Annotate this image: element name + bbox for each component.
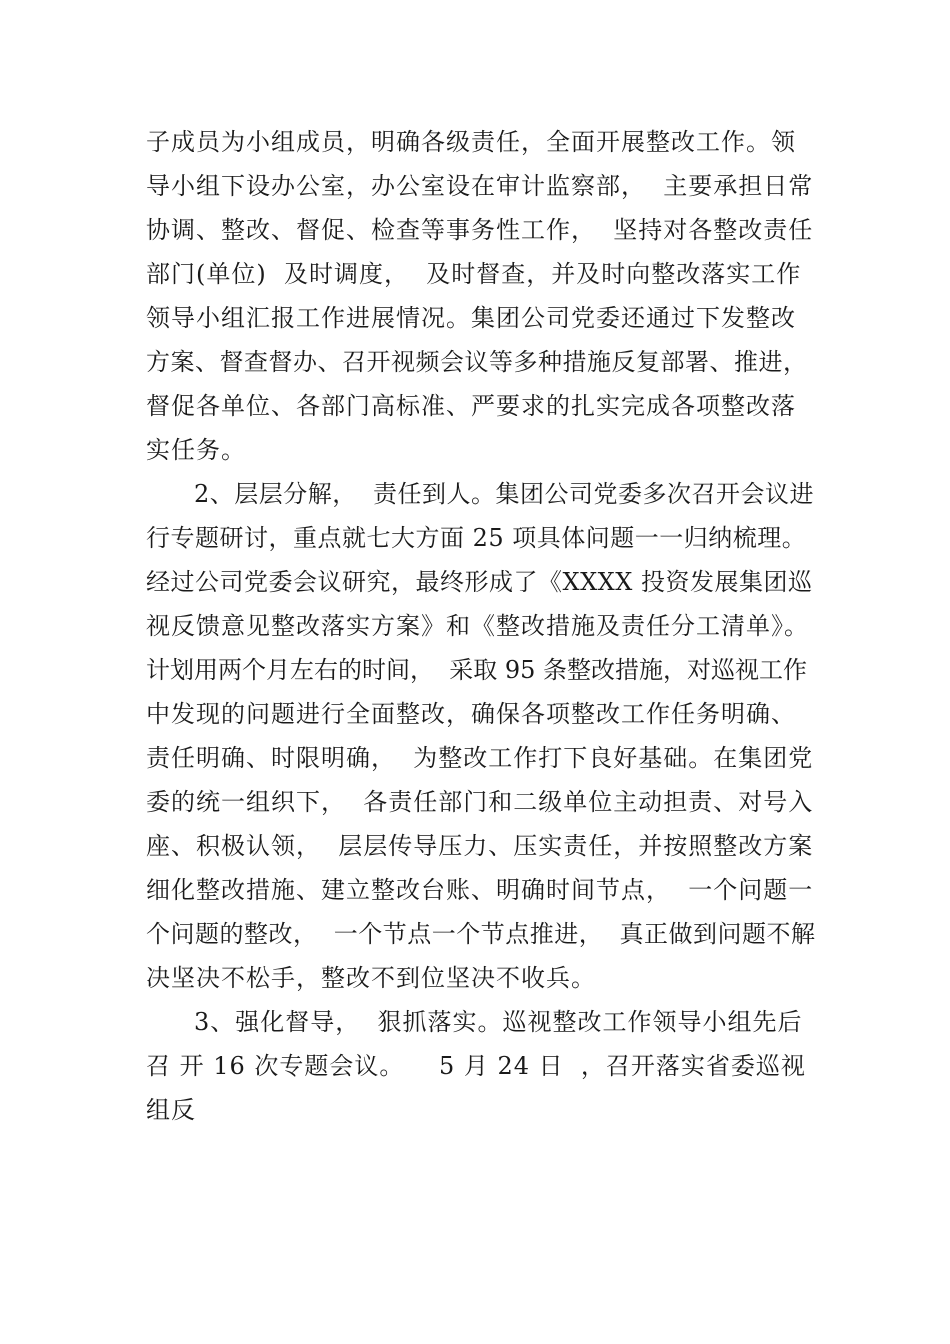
text-line: 部门(单位) 及时调度， 及时督查，并及时向整改落实工作	[146, 260, 802, 288]
text-line: 子成员为小组成员，明确各级责任，全面开展整改工作。领	[146, 128, 796, 156]
text-line: 督促各单位、各部门高标准、严要求的扎实完成各项整改落	[146, 392, 796, 420]
text-line: 领导小组汇报工作进展情况。集团公司党委还通过下发整改	[146, 304, 796, 332]
text-line: 召 开 16 次专题会议。 5 月 24 日 ，召开落实省委巡视	[146, 1052, 806, 1080]
text-line: 委的统一组织下， 各责任部门和二级单位主动担责、对号入	[146, 788, 814, 816]
text-line: 座、积极认领， 层层传导压力、压实责任，并按照整改方案	[146, 832, 814, 860]
paragraph-heading-3: 3、强化督导， 狠抓落实。巡视整改工作领导小组先后	[194, 1008, 803, 1036]
paragraph-heading-2: 2、层层分解， 责任到人。集团公司党委多次召开会议进	[194, 480, 815, 508]
text-line: 中发现的问题进行全面整改，确保各项整改工作任务明确、	[146, 700, 796, 728]
text-line: 视反馈意见整改落实方案》和《整改措施及责任分工清单》。	[146, 612, 809, 640]
text-line: 行专题研讨，重点就七大方面 25 项具体问题一一归纳梳理。	[146, 524, 807, 552]
text-line: 责任明确、时限明确， 为整改工作打下良好基础。在集团党	[146, 744, 814, 772]
text-line: 方案、督查督办、召开视频会议等多种措施反复部署、推进，	[146, 348, 808, 376]
text-line: 协调、整改、督促、检查等事务性工作， 坚持对各整改责任	[146, 216, 814, 244]
text-line: 导小组下设办公室，办公室设在审计监察部， 主要承担日常	[146, 172, 814, 200]
text-line: 实任务。	[146, 436, 246, 464]
text-line: 细化整改措施、建立整改台账、明确时间节点， 一个问题一	[146, 876, 814, 904]
text-line: 组反	[146, 1096, 196, 1124]
text-line: 经过公司党委会议研究，最终形成了《XXXX 投资发展集团巡	[146, 568, 813, 596]
document-body	[146, 120, 816, 1132]
text-line: 决坚决不松手，整改不到位坚决不收兵。	[146, 964, 596, 992]
text-line: 计划用两个月左右的时间， 采取 95 条整改措施，对巡视工作	[146, 656, 808, 684]
text-line: 个问题的整改， 一个节点一个节点推进， 真正做到问题不解	[146, 920, 816, 948]
